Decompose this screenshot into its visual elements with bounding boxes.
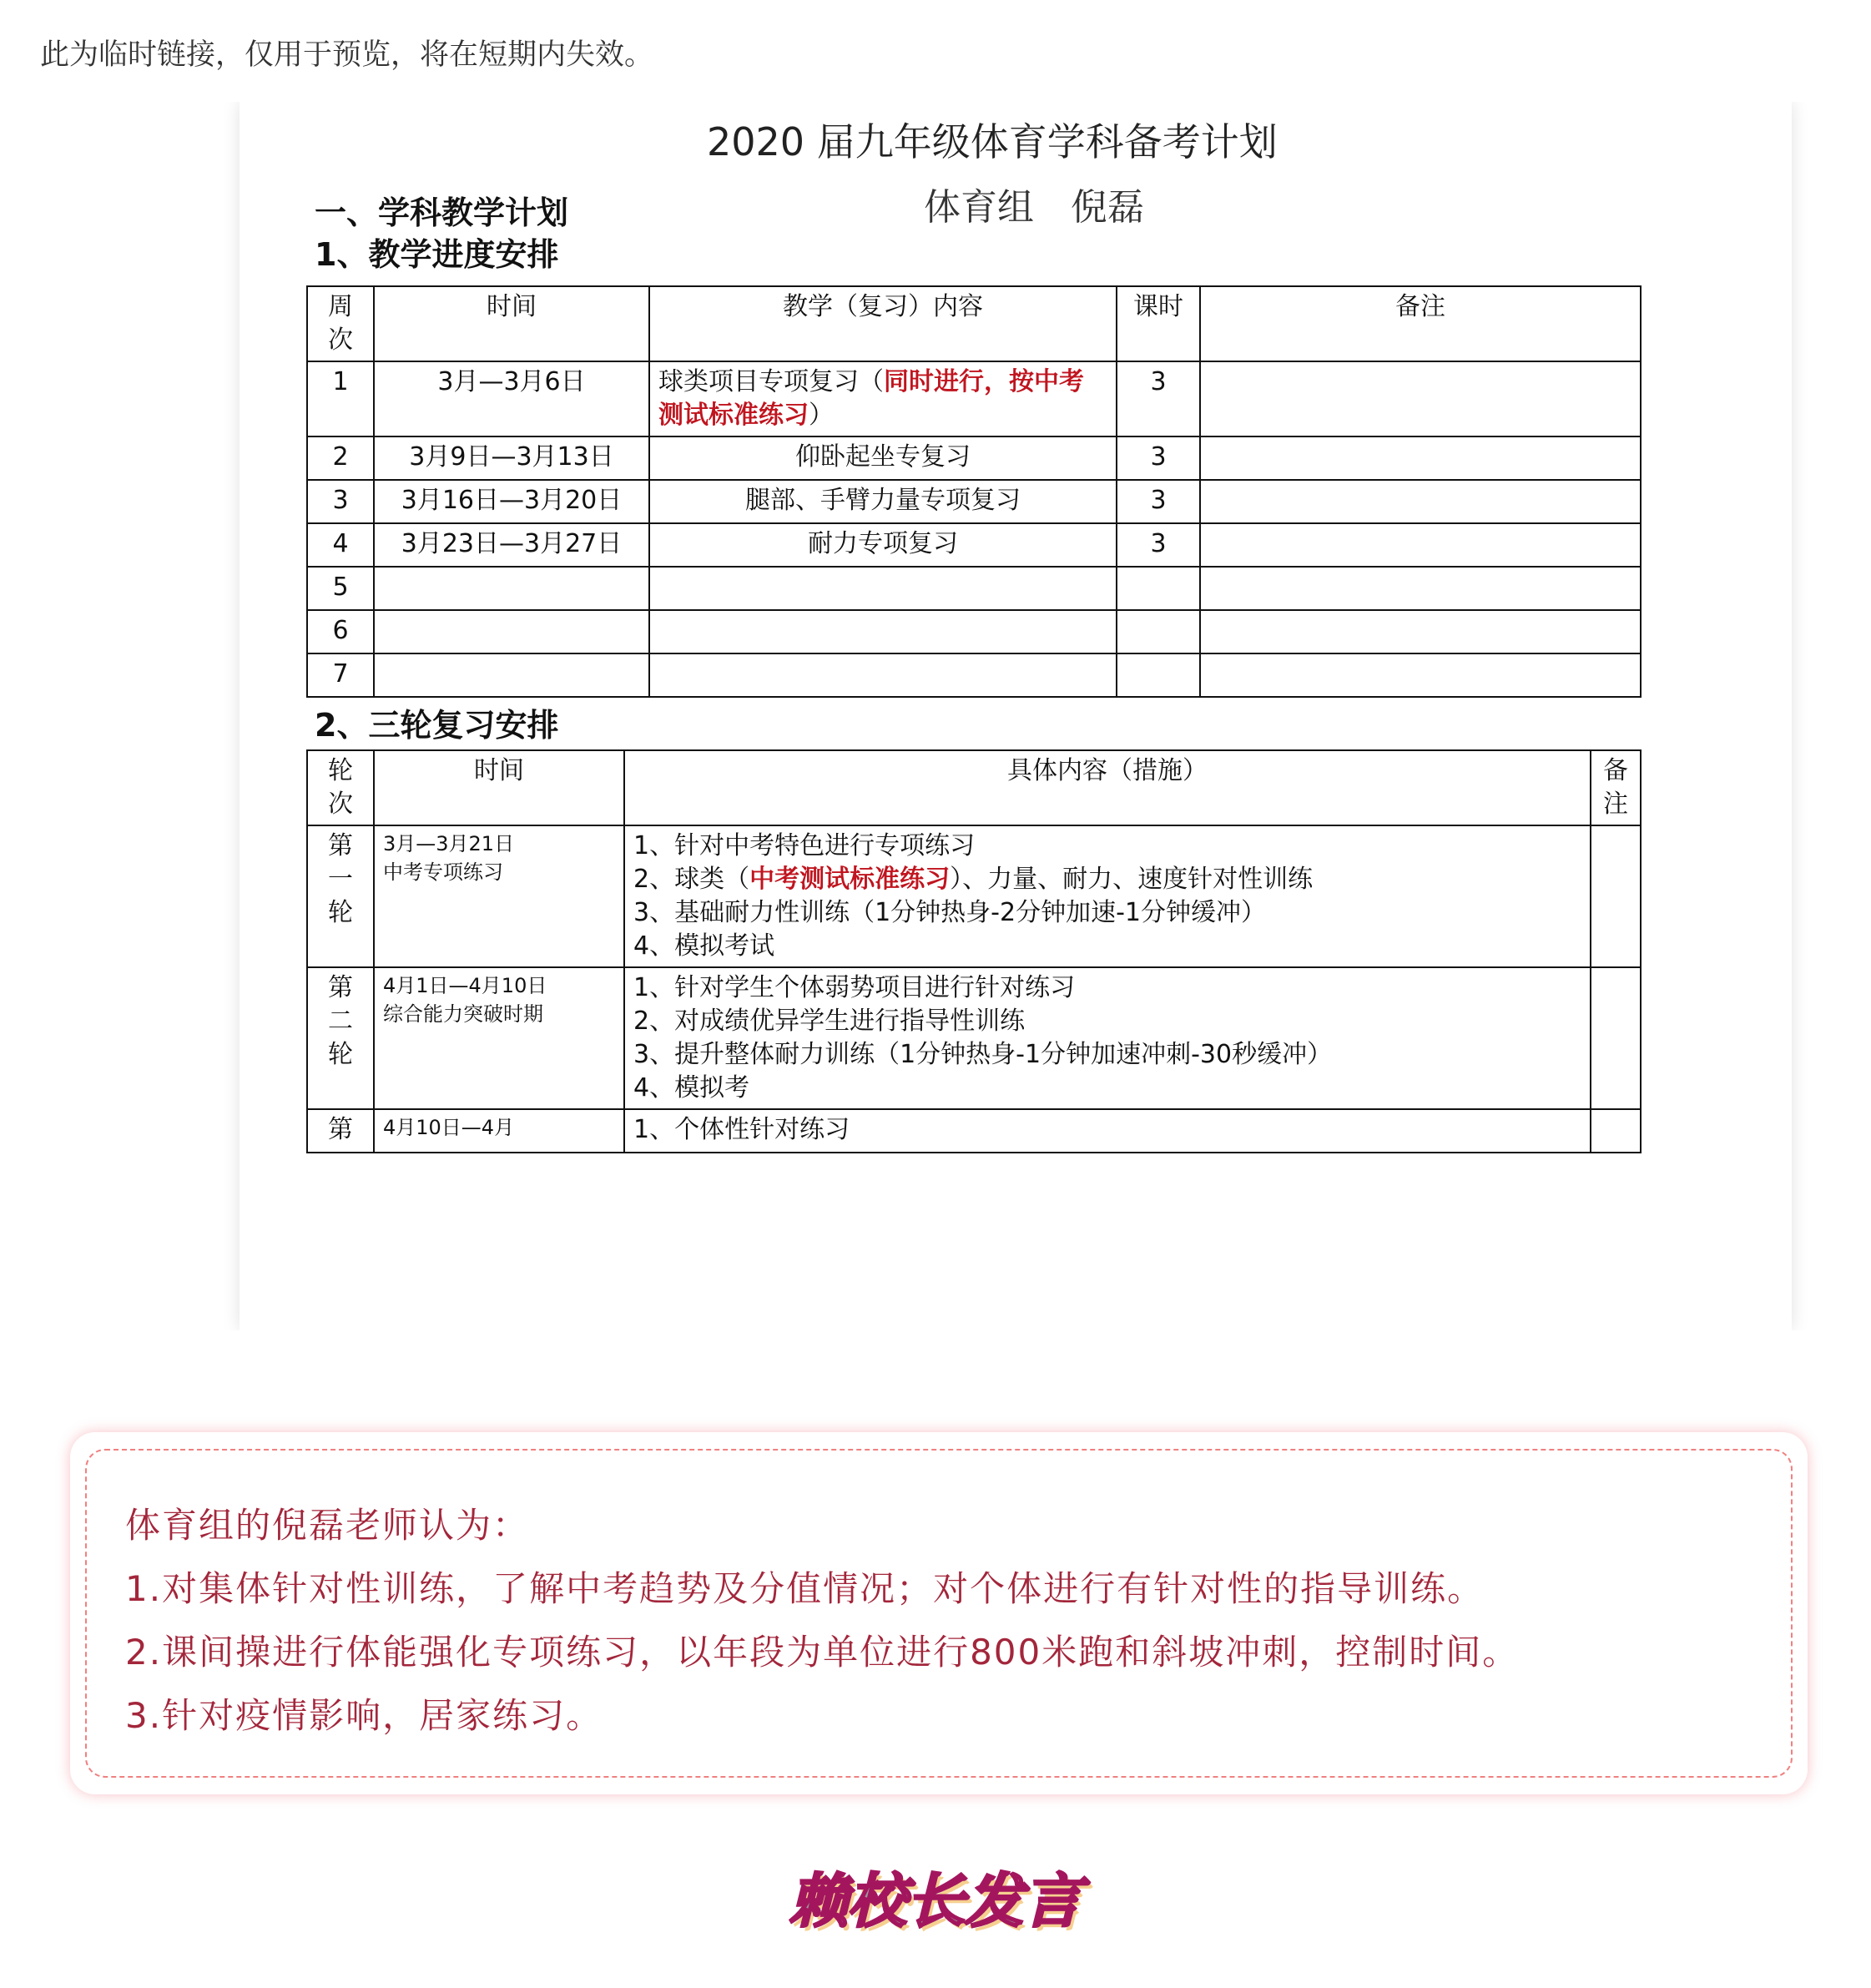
table-row (307, 653, 1641, 697)
list-item (633, 863, 1581, 896)
hours-cell: 3 (1117, 436, 1200, 480)
comment-point: 1.对集体针对性训练，了解中考趋势及分值情况；对个体进行有针对性的指导训练。 (125, 1568, 1485, 1609)
item-highlight: 中考测试标准练习 (749, 865, 951, 894)
week-cell: 6 (307, 610, 374, 653)
table-row (307, 1109, 1641, 1153)
document-title: 2020 届九年级体育学科备考计划 (707, 119, 1278, 164)
item-text: 2、球类（ (633, 865, 750, 894)
table-row (307, 567, 1641, 610)
table-row (307, 967, 1641, 1109)
document-photo (114, 102, 1821, 1330)
round-cell: 第 (307, 1109, 374, 1153)
table-row (307, 480, 1641, 523)
table-row (307, 825, 1641, 967)
header-time: 时间 (374, 286, 649, 361)
document-page (240, 102, 1792, 1330)
week-cell: 3 (307, 480, 374, 523)
notes-cell (1200, 523, 1641, 567)
content-cell: 1、个体性针对练习 (624, 1109, 1591, 1153)
round-phase: 中考专项练习 (383, 860, 503, 884)
header-notes: 备注 (1200, 286, 1641, 361)
hours-cell: 3 (1117, 480, 1200, 523)
content-cell: 腿部、手臂力量专项复习 (649, 480, 1117, 523)
content-cell: 仰卧起坐专复习 (649, 436, 1117, 480)
notes-cell (1200, 480, 1641, 523)
header-content: 教学（复习）内容 (649, 286, 1117, 361)
time-cell (374, 825, 624, 967)
table-row (307, 610, 1641, 653)
list-item: 1、针对中考特色进行专项练习 (633, 831, 976, 860)
week-cell: 7 (307, 653, 374, 697)
time-cell: 3月16日—3月20日 (374, 480, 649, 523)
week-cell: 5 (307, 567, 374, 610)
notes-cell (1200, 361, 1641, 436)
week-cell: 2 (307, 436, 374, 480)
list-item: 4、模拟考 (633, 1073, 750, 1102)
list-item: 2、对成绩优异学生进行指导性训练 (633, 1007, 1026, 1036)
content-cell: 耐力专项复习 (649, 523, 1117, 567)
comment-point: 2.课间操进行体能强化专项练习，以年段为单位进行800米跑和斜坡冲刺，控制时间。 (125, 1632, 1520, 1673)
week-cell: 1 (307, 361, 374, 436)
hours-cell: 3 (1117, 361, 1200, 436)
review-table (306, 749, 1642, 1153)
time-cell: 3月23日—3月27日 (374, 523, 649, 567)
table-row (307, 361, 1641, 436)
subsection-heading: 1、教学进度安排 (315, 236, 559, 273)
header-notes: 备注 (1591, 750, 1641, 825)
table-row (307, 523, 1641, 567)
header-week: 周次 (307, 286, 374, 361)
temporary-link-notice: 此为临时链接，仅用于预览，将在短期内失效。 (40, 38, 654, 72)
comment-intro: 体育组的倪磊老师认为： (125, 1505, 530, 1546)
time-cell: 3月—3月6日 (374, 361, 649, 436)
time-cell (374, 967, 624, 1109)
section-title: 赖校长发言 (789, 1867, 1082, 1935)
list-item: 3、基础耐力性训练（1分钟热身-2分钟加速-1分钟缓冲） (633, 898, 1266, 927)
content-cell (624, 825, 1591, 967)
time-cell: 4月10日—4月 (374, 1109, 624, 1153)
list-item: 1、针对学生个体弱势项目进行针对练习 (633, 973, 1076, 1002)
comment-point: 3.针对疫情影响，居家练习。 (125, 1695, 603, 1736)
teacher-comment-box (70, 1432, 1808, 1794)
round-cell: 第一轮 (307, 825, 374, 967)
document-author: 体育组 倪磊 (924, 186, 1144, 229)
header-content: 具体内容（措施） (624, 750, 1591, 825)
week-cell: 4 (307, 523, 374, 567)
list-item: 3、提升整体耐力训练（1分钟热身-1分钟加速冲刺-30秒缓冲） (633, 1040, 1333, 1069)
subsection-heading: 2、三轮复习安排 (315, 707, 559, 744)
header-hours: 课时 (1117, 286, 1200, 361)
content-cell (624, 967, 1591, 1109)
hours-cell: 3 (1117, 523, 1200, 567)
progress-table (306, 285, 1642, 698)
dashed-frame (85, 1449, 1793, 1778)
time-cell: 3月9日—3月13日 (374, 436, 649, 480)
table-row (307, 436, 1641, 480)
list-item: 4、模拟考试 (633, 931, 775, 961)
content-text-end: ） (809, 401, 834, 430)
header-time: 时间 (374, 750, 624, 825)
content-text: 球类项目专项复习（ (658, 367, 884, 396)
content-cell (649, 361, 1117, 436)
section-heading: 一、学科教学计划 (315, 194, 569, 231)
header-round: 轮次 (307, 750, 374, 825)
round-time: 4月1日—4月10日 (383, 974, 547, 997)
content-highlight: 同时进行，按中考测试标准练习 (658, 367, 1084, 430)
notes-cell (1200, 436, 1641, 480)
round-cell: 第二轮 (307, 967, 374, 1109)
round-time: 3月—3月21日 (383, 832, 515, 855)
item-text-end: ）、力量、耐力、速度针对性训练 (950, 865, 1314, 894)
round-phase: 综合能力突破时期 (383, 1002, 543, 1026)
tables (306, 285, 1642, 1153)
